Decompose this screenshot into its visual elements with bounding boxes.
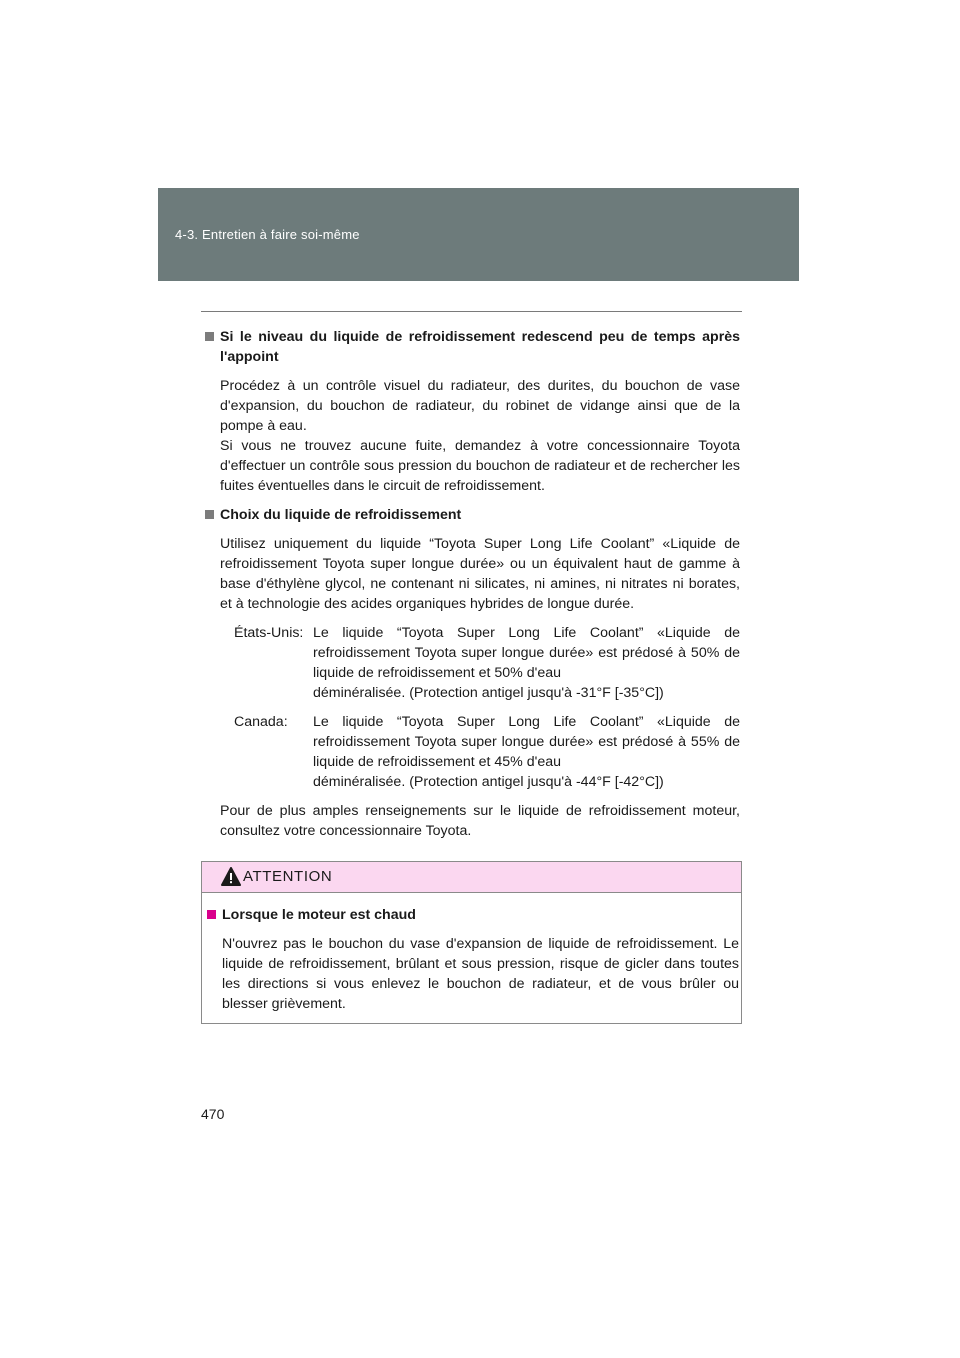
square-bullet-icon (205, 510, 214, 519)
spec-text-last-line: déminéralisée. (Protection antigel jusqu'à -31°F [-35°C]) (313, 685, 664, 701)
main-content (203, 327, 740, 850)
section-heading (203, 327, 740, 367)
warning-text: N'ouvrez pas le bouchon du vase d'expansion de liquide de refroidissement. Le liquide de refroidissement, brûlant et sous pression, risque de gicler dans toutes les directions si vous enlevez le bouchon de radiateur, et de vous brûler ou blesser grièvement. (222, 936, 739, 1012)
section-title: 4-3. Entretien à faire soi-même (175, 227, 360, 242)
section-heading (203, 505, 740, 525)
page-number: 470 (201, 1106, 225, 1122)
warning-header (202, 862, 741, 893)
section-header-band (158, 188, 799, 281)
warning-heading (205, 905, 739, 925)
paragraph: Procédez à un contrôle visuel du radiateur, des durites, du bouchon de vase d'expansion, du bouchon de radiateur, du robinet de vidange ainsi que de la pompe à eau. (220, 378, 740, 434)
warning-title: ATTENTION (243, 868, 333, 885)
spec-row-usa (220, 623, 740, 703)
warning-body (202, 893, 741, 1014)
spec-label: États-Unis: (234, 625, 304, 641)
section-heading-text: Choix du liquide de refroidissement (220, 507, 462, 523)
spec-label: Canada: (234, 714, 288, 730)
paragraph: Pour de plus amples renseignements sur le liquide de refroidissement moteur, consultez votre concessionnaire Toyota. (220, 803, 740, 839)
spec-text (313, 623, 740, 703)
spec-text-last-line: déminéralisée. (Protection antigel jusqu'à -44°F [-42°C]) (313, 774, 664, 790)
spec-text-body: Le liquide “Toyota Super Long Life Coolant” «Liquide de refroidissement Toyota super longue durée» est prédosé à 55% de liquide de refroidissement et 45% d'eau (313, 714, 740, 770)
spec-row-canada (220, 712, 740, 792)
warning-triangle-icon (221, 867, 241, 886)
square-bullet-icon (205, 332, 214, 341)
paragraph: Utilisez uniquement du liquide “Toyota Super Long Life Coolant” «Liquide de refroidissement Toyota super longue durée» ou un équivalent haut de gamme à base d'éthylène glycol, ne contenant ni silicates, ni amines, ni nitrates ni borates, et à technologie des acides organiques hybrides de longue durée. (220, 536, 740, 612)
warning-heading-text: Lorsque le moteur est chaud (222, 907, 416, 923)
warning-box (201, 861, 742, 1024)
spec-text (313, 712, 740, 792)
spec-text-body: Le liquide “Toyota Super Long Life Coolant” «Liquide de refroidissement Toyota super longue durée» est prédosé à 50% de liquide de refroidissement et 50% d'eau (313, 625, 740, 681)
square-bullet-icon (207, 910, 216, 919)
section-heading-text: Si le niveau du liquide de refroidissement redescend peu de temps après l'appoint (220, 329, 740, 365)
paragraph: Si vous ne trouvez aucune fuite, demandez à votre concessionnaire Toyota d'effectuer un contrôle sous pression du bouchon de radiateur et de rechercher les fuites éventuelles dans le circuit de refroidissement. (220, 438, 740, 494)
divider-rule (201, 311, 742, 312)
